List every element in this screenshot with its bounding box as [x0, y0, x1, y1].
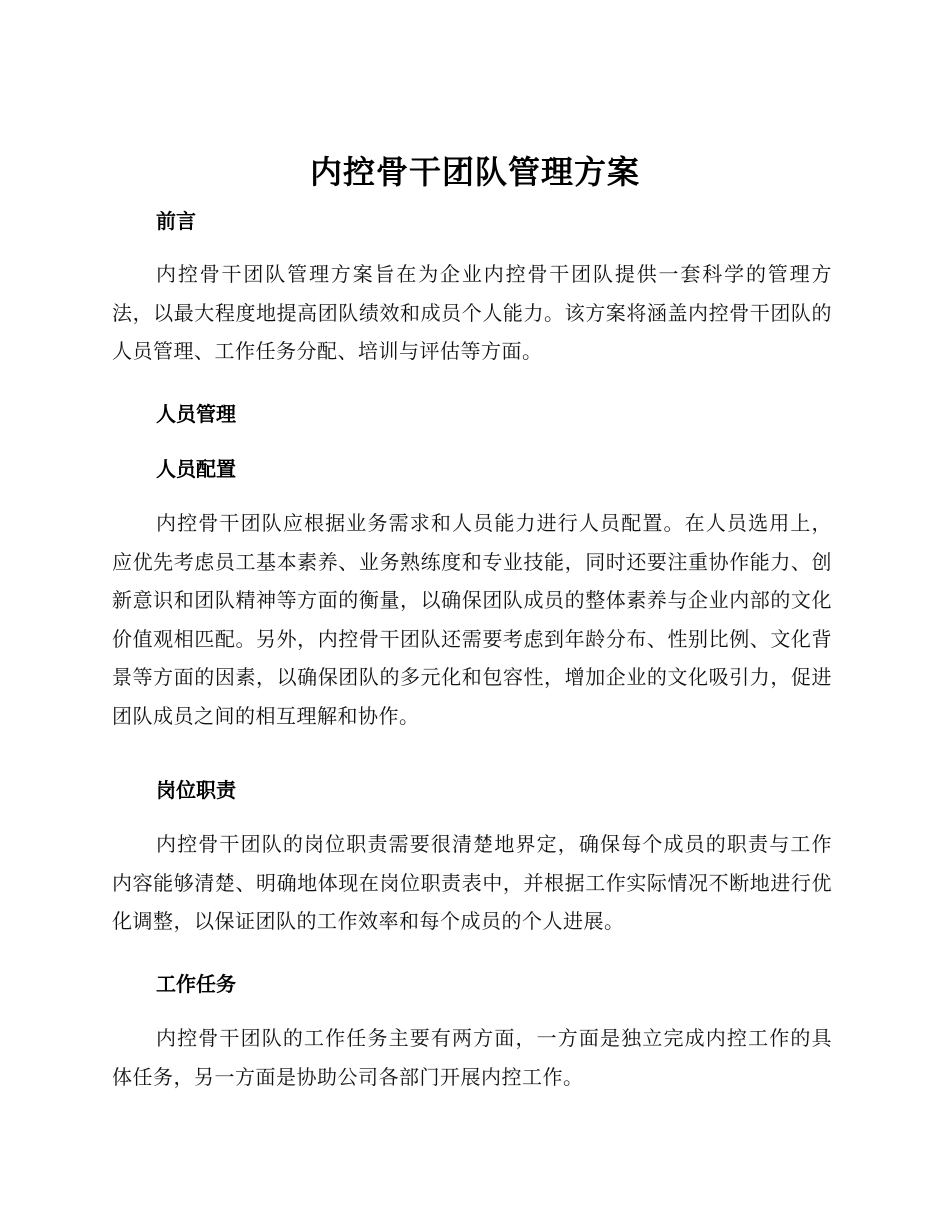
document-title: 内控骨干团队管理方案 — [309, 153, 640, 191]
section-heading-personnel-management: 人员管理 — [156, 402, 236, 426]
section-paragraph-job-duties: 内控骨干团队的岗位职责需要很清楚地界定，确保每个成员的职责与工作内容能够清楚、明确地体现在岗位职责表中，并根据工作实际情况不断地进行优化调整，以保证团队的工作效率和每个成员的个人进展。 — [112, 832, 832, 933]
section-heading-preface: 前言 — [156, 209, 196, 233]
section-heading-work-tasks: 工作任务 — [156, 972, 236, 996]
section-paragraph-work-tasks: 内控骨干团队的工作任务主要有两方面，一方面是独立完成内控工作的具体任务，另一方面是协助公司各部门开展内控工作。 — [112, 1026, 832, 1089]
section-paragraph-staffing: 内控骨干团队应根据业务需求和人员能力进行人员配置。在人员选用上，应优先考虑员工基本素养、业务熟练度和专业技能，同时还要注重协作能力、创新意识和团队精神等方面的衡量，以确保团队成员的整体素养与企业内部的文化价值观相匹配。另外，内控骨干团队还需要考虑到年龄分布、性别比例、文化背景等方面的因素，以确保团队的多元化和包容性，增加企业的文化吸引力，促进团队成员之间的相互理解和协作。 — [112, 511, 832, 728]
section-heading-job-duties: 岗位职责 — [156, 778, 236, 802]
section-paragraph-preface: 内控骨干团队管理方案旨在为企业内控骨干团队提供一套科学的管理方法，以最大程度地提高团队绩效和成员个人能力。该方案将涵盖内控骨干团队的人员管理、工作任务分配、培训与评估等方面。 — [112, 262, 832, 363]
section-heading-staffing: 人员配置 — [156, 457, 236, 481]
